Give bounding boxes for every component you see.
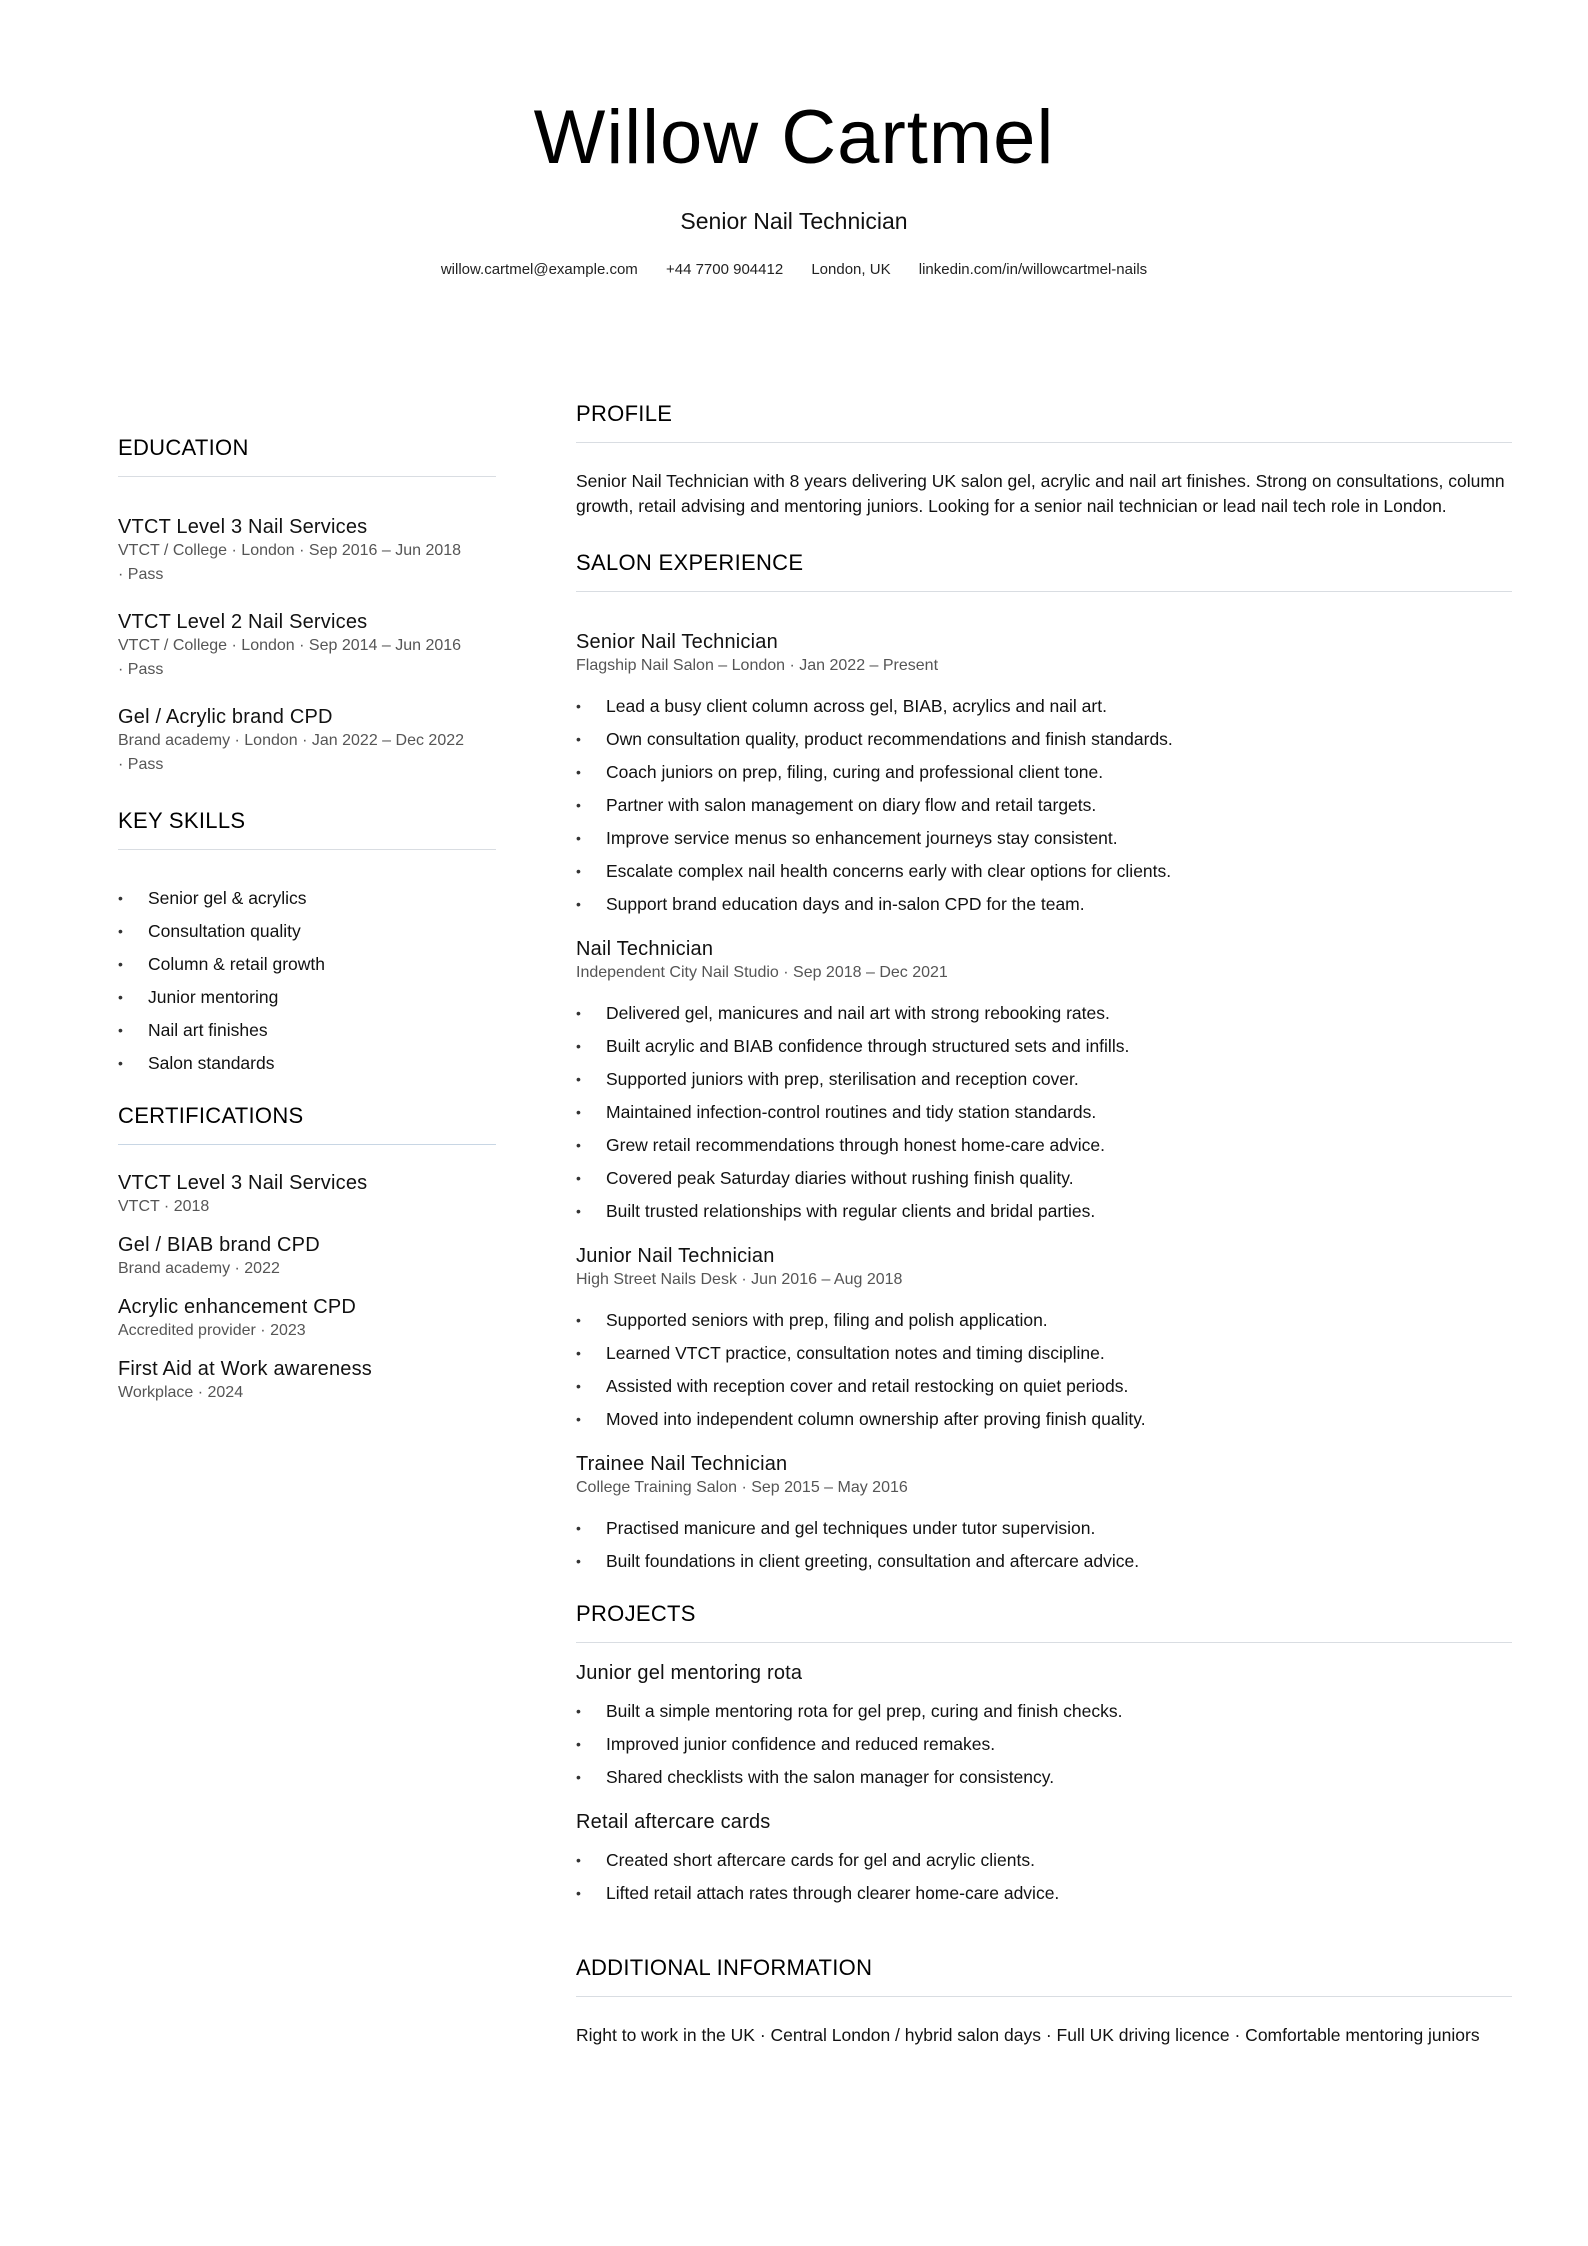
- project-entry: [576, 1661, 1512, 1794]
- education-item: [118, 610, 496, 682]
- job-bullet: • Assisted with reception cover and retail restocking on quiet periods.: [576, 1370, 1512, 1403]
- job-details: College Training Salon · Sep 2015 – May 2016: [576, 1479, 908, 1496]
- section-title-experience: SALON EXPERIENCE: [576, 550, 804, 575]
- job-title: Junior Nail Technician: [576, 1245, 775, 1267]
- education-result: · Pass: [118, 756, 164, 773]
- project-bullet: • Built a simple mentoring rota for gel prep, curing and finish checks.: [576, 1695, 1512, 1728]
- certification-details: Workplace · 2024: [118, 1384, 244, 1401]
- section-divider: [576, 1996, 1512, 1997]
- education-title: Gel / Acrylic brand CPD: [118, 706, 333, 728]
- skills-list: [118, 882, 496, 1080]
- certification-item: [118, 1233, 496, 1281]
- job-bullets: [576, 690, 1512, 921]
- project-title: Retail aftercare cards: [576, 1811, 771, 1833]
- job-bullet: • Escalate complex nail health concerns early with clear options for clients.: [576, 855, 1512, 888]
- project-bullet: • Lifted retail attach rates through clearer home-care advice.: [576, 1877, 1512, 1910]
- candidate-name: Willow Cartmel: [533, 95, 1055, 180]
- project-bullet: • Shared checklists with the salon manager for consistency.: [576, 1761, 1512, 1794]
- job-details: Independent City Nail Studio · Sep 2018 – Dec 2021: [576, 964, 948, 981]
- skill-item: • Junior mentoring: [118, 981, 496, 1014]
- certification-details: Brand academy · 2022: [118, 1260, 280, 1277]
- project-bullet: • Created short aftercare cards for gel and acrylic clients.: [576, 1844, 1512, 1877]
- section-divider: [576, 591, 1512, 592]
- certification-title: VTCT Level 3 Nail Services: [118, 1172, 368, 1194]
- contact-location: London, UK: [811, 261, 891, 278]
- section-title-projects: PROJECTS: [576, 1601, 696, 1626]
- education-item: [118, 515, 496, 587]
- education-result: · Pass: [118, 661, 164, 678]
- job-bullet: • Maintained infection-control routines and tidy station standards.: [576, 1096, 1512, 1129]
- certification-title: First Aid at Work awareness: [118, 1358, 373, 1380]
- section-title-profile: PROFILE: [576, 401, 673, 426]
- resume-header: [0, 92, 1588, 278]
- education-result: · Pass: [118, 566, 164, 583]
- project-bullets: [576, 1844, 1512, 1910]
- section-title-education: EDUCATION: [118, 435, 249, 460]
- education-details: Brand academy · London · Jan 2022 – Dec 2022: [118, 732, 465, 749]
- section-divider: [118, 849, 496, 850]
- job-title: Trainee Nail Technician: [576, 1453, 788, 1475]
- section-divider: [576, 442, 1512, 443]
- section-title-skills: KEY SKILLS: [118, 808, 246, 833]
- section-divider: [576, 1642, 1512, 1643]
- contact-line: [0, 261, 1588, 278]
- skill-item: • Nail art finishes: [118, 1014, 496, 1047]
- additional-text: Right to work in the UK · Central London / hybrid salon days · Full UK driving licence · Comfortable mentoring juniors: [576, 2025, 1480, 2045]
- job-bullet: • Built acrylic and BIAB confidence through structured sets and infills.: [576, 1030, 1512, 1063]
- skills-section: [118, 807, 496, 1080]
- job-bullet: • Learned VTCT practice, consultation notes and timing discipline.: [576, 1337, 1512, 1370]
- education-details: VTCT / College · London · Sep 2016 – Jun 2018: [118, 542, 462, 559]
- job-bullet: • Built foundations in client greeting, consultation and aftercare advice.: [576, 1545, 1512, 1578]
- project-title: Junior gel mentoring rota: [576, 1662, 803, 1684]
- job-details: Flagship Nail Salon – London · Jan 2022 – Present: [576, 657, 939, 674]
- job-bullet: • Grew retail recommendations through honest home-care advice.: [576, 1129, 1512, 1162]
- skill-item: • Salon standards: [118, 1047, 496, 1080]
- section-title-certifications: CERTIFICATIONS: [118, 1103, 304, 1128]
- contact-phone[interactable]: +44 7700 904412: [665, 261, 784, 278]
- job-entry: [576, 1244, 1512, 1436]
- certification-title: Gel / BIAB brand CPD: [118, 1234, 320, 1256]
- job-bullet: • Own consultation quality, product recommendations and finish standards.: [576, 723, 1512, 756]
- profile-section: [576, 400, 1512, 519]
- education-item: [118, 705, 496, 777]
- job-bullet: • Practised manicure and gel techniques under tutor supervision.: [576, 1512, 1512, 1545]
- project-entry: [576, 1810, 1512, 1910]
- skill-item: • Consultation quality: [118, 915, 496, 948]
- job-bullet: • Support brand education days and in-salon CPD for the team.: [576, 888, 1512, 921]
- headline: Senior Nail Technician: [680, 208, 908, 234]
- right-column: [576, 400, 1512, 2048]
- job-title: Nail Technician: [576, 938, 714, 960]
- section-divider: [118, 1144, 496, 1145]
- certification-item: [118, 1295, 496, 1343]
- profile-text: Senior Nail Technician with 8 years delivering UK salon gel, acrylic and nail art finishes. Strong on consultations, column growth, retail advising and mentoring juniors. Looking for a senior nail technician or lead nail tech role in London.: [576, 471, 1505, 516]
- job-entry: [576, 937, 1512, 1228]
- job-bullet: • Moved into independent column ownership after proving finish quality.: [576, 1403, 1512, 1436]
- left-column: [118, 434, 496, 1405]
- section-divider: [118, 476, 496, 477]
- job-bullet: • Partner with salon management on diary flow and retail targets.: [576, 789, 1512, 822]
- certification-title: Acrylic enhancement CPD: [118, 1296, 357, 1318]
- certifications-section: [118, 1102, 496, 1405]
- skill-item: • Senior gel & acrylics: [118, 882, 496, 915]
- job-bullets: [576, 1304, 1512, 1436]
- education-title: VTCT Level 3 Nail Services: [118, 516, 368, 538]
- job-bullets: [576, 997, 1512, 1228]
- additional-section: [576, 1954, 1512, 2048]
- skill-item: • Column & retail growth: [118, 948, 496, 981]
- experience-section: [576, 549, 1512, 1578]
- projects-section: [576, 1600, 1512, 1910]
- job-entry: [576, 1452, 1512, 1578]
- job-bullet: • Covered peak Saturday diaries without rushing finish quality.: [576, 1162, 1512, 1195]
- contact-linkedin[interactable]: linkedin.com/in/willowcartmel-nails: [918, 261, 1148, 278]
- job-entry: [576, 630, 1512, 921]
- contact-email[interactable]: willow.cartmel@example.com: [440, 261, 638, 278]
- education-details: VTCT / College · London · Sep 2014 – Jun 2016: [118, 637, 462, 654]
- section-title-additional: ADDITIONAL INFORMATION: [576, 1955, 873, 1980]
- job-bullet: • Improve service menus so enhancement journeys stay consistent.: [576, 822, 1512, 855]
- job-bullet: • Lead a busy client column across gel, BIAB, acrylics and nail art.: [576, 690, 1512, 723]
- job-title: Senior Nail Technician: [576, 631, 778, 653]
- certification-item: [118, 1171, 496, 1219]
- job-bullets: [576, 1512, 1512, 1578]
- certification-details: Accredited provider · 2023: [118, 1322, 306, 1339]
- job-bullet: • Coach juniors on prep, filing, curing and professional client tone.: [576, 756, 1512, 789]
- education-section: [118, 434, 496, 777]
- certification-details: VTCT · 2018: [118, 1198, 210, 1215]
- project-bullets: [576, 1695, 1512, 1794]
- education-title: VTCT Level 2 Nail Services: [118, 611, 368, 633]
- certification-item: [118, 1357, 496, 1405]
- project-bullet: • Improved junior confidence and reduced remakes.: [576, 1728, 1512, 1761]
- job-details: High Street Nails Desk · Jun 2016 – Aug 2018: [576, 1271, 903, 1288]
- job-bullet: • Supported juniors with prep, sterilisation and reception cover.: [576, 1063, 1512, 1096]
- job-bullet: • Built trusted relationships with regular clients and bridal parties.: [576, 1195, 1512, 1228]
- job-bullet: • Delivered gel, manicures and nail art with strong rebooking rates.: [576, 997, 1512, 1030]
- job-bullet: • Supported seniors with prep, filing and polish application.: [576, 1304, 1512, 1337]
